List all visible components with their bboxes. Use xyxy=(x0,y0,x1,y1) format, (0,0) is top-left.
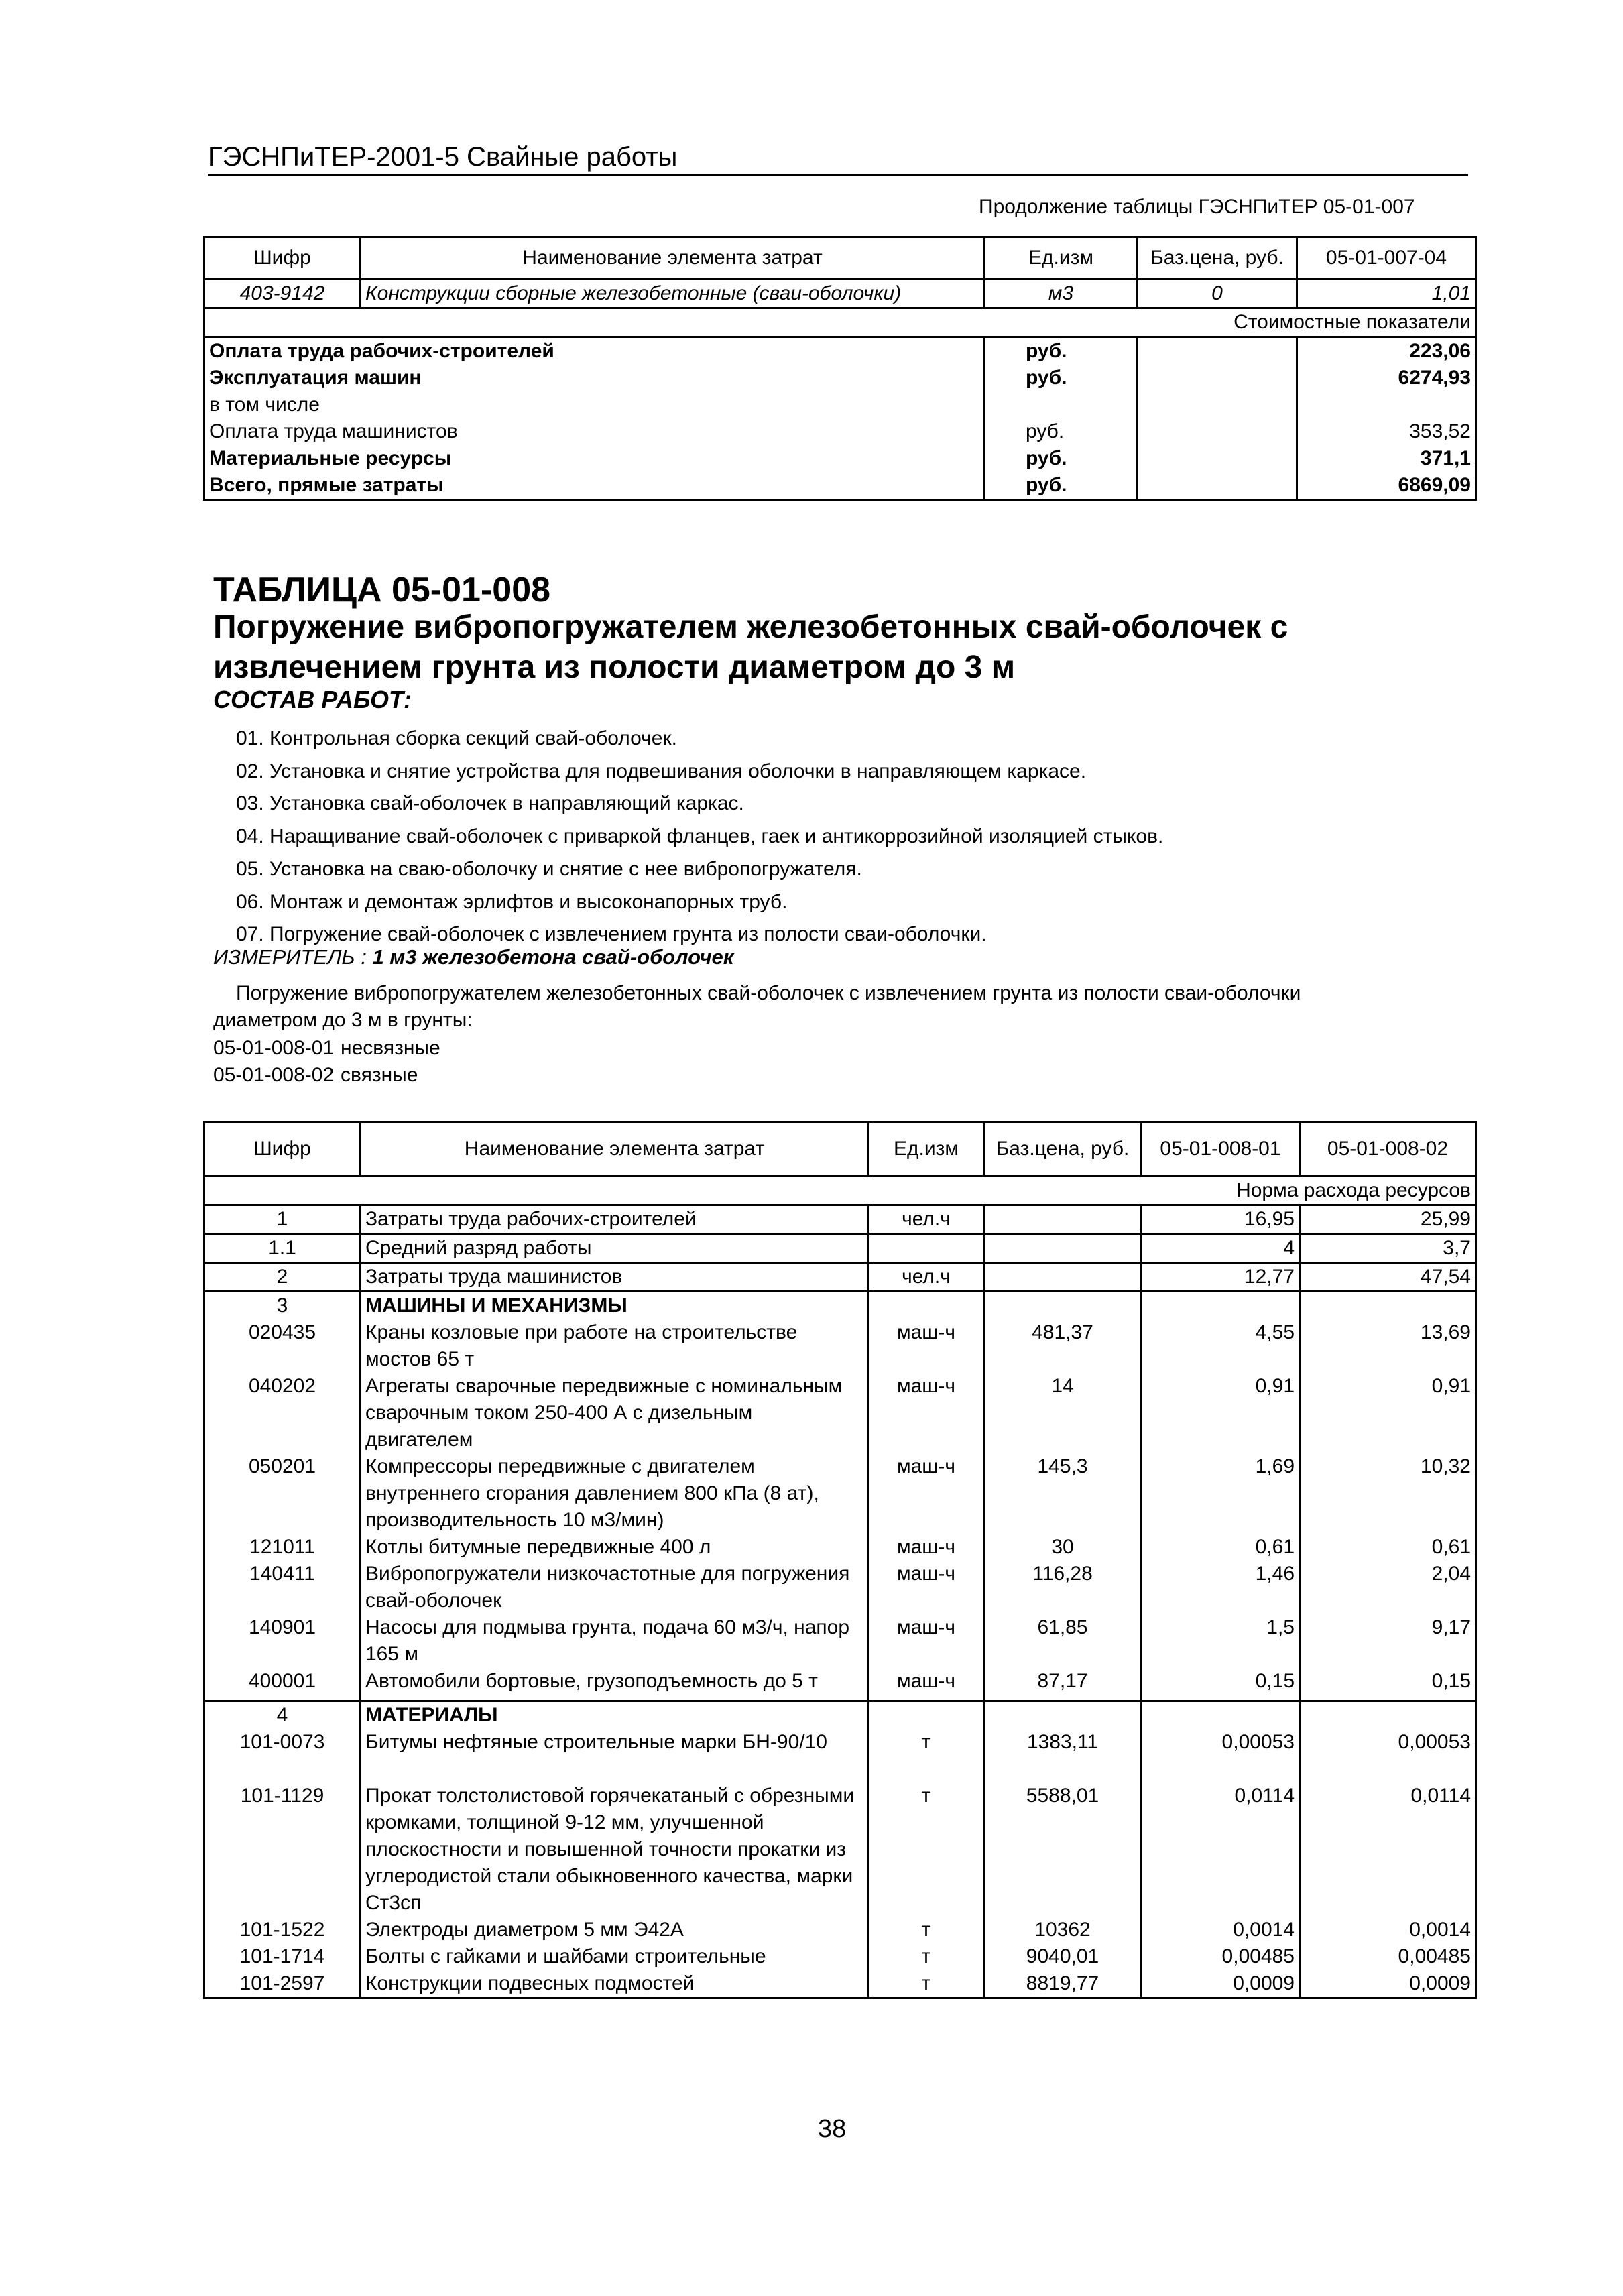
work-item: 02. Установка и снятие устройства для подвешивания оболочки в направляющем каркасе. xyxy=(236,760,1087,782)
prev-cost-row: Эксплуатация машин руб. 6274,93 xyxy=(204,365,1476,391)
main-table-header xyxy=(204,1122,1476,1176)
materials-section-row xyxy=(204,1701,1476,1730)
materials-label: МАТЕРИАЛЫ xyxy=(361,1701,869,1730)
prev-cost-row: Оплата труда машинистов руб. 353,52 xyxy=(204,418,1476,445)
continuation-caption: Продолжение таблицы ГЭСНПиТЕР 05-01-007 xyxy=(979,196,1415,218)
prev-col-code: Шифр xyxy=(204,237,361,280)
measurer xyxy=(213,945,734,969)
prev-resource-price: 0 xyxy=(1138,280,1297,308)
machine-row: 400001 Автомобили бортовые, грузоподъемность до 5 т маш-ч 87,17 0,15 0,15 xyxy=(204,1668,1476,1695)
code-label: несвязные xyxy=(341,1037,440,1059)
col-name: Наименование элемента затрат xyxy=(361,1122,869,1176)
prev-cost-row: Всего, прямые затраты руб. 6869,09 xyxy=(204,472,1476,500)
material-row: 101-1129 Прокат толстолистовой горячекатаный с обрезными кромками, толщиной 9-12 мм, улучшенной плоскостности и повышенной точности прокатки из углеродистой стали обыкновенного качества, марки Ст3сп т 5588,01 0,0114 0,0114 xyxy=(204,1783,1476,1917)
prev-section-label: Стоимостные показатели xyxy=(204,308,1476,337)
labor-row: 1 Затраты труда рабочих-строителей чел.ч 16,95 25,99 xyxy=(204,1205,1476,1234)
materials-code: 4 xyxy=(204,1701,361,1730)
col-price: Баз.цена, руб. xyxy=(984,1122,1142,1176)
machine-row: 121011 Котлы битумные передвижные 400 л маш-ч 30 0,61 0,61 xyxy=(204,1534,1476,1561)
description-text: Погружение вибропогружателем железобетонных свай-оболочек с извлечением грунта из полости сваи-оболочки диаметром до 3 м в грунты: xyxy=(213,982,1301,1031)
norm-label: Норма расхода ресурсов xyxy=(204,1176,1476,1205)
section-separator xyxy=(204,1695,1476,1701)
machines-code: 3 xyxy=(204,1292,361,1320)
works-list xyxy=(236,723,1163,951)
prev-col-price: Баз.цена, руб. xyxy=(1138,237,1297,280)
prev-table-header xyxy=(204,237,1476,280)
material-row: 101-1522 Электроды диаметром 5 мм Э42А т 10362 0,0014 0,0014 xyxy=(204,1917,1476,1943)
table-subtitle: Погружение вибропогружателем железобетонных свай-оболочек с извлечением грунта из полости диаметром до 3 м xyxy=(213,609,1288,685)
measurer-label: ИЗМЕРИТЕЛЬ : xyxy=(213,945,373,969)
work-item: 07. Погружение свай-оболочек с извлечением грунта из полости сваи-оболочки. xyxy=(236,923,987,946)
work-item: 01. Контрольная сборка секций свай-оболочек. xyxy=(236,727,677,749)
code-item xyxy=(213,1062,1406,1089)
table-title: ТАБЛИЦА 05-01-008 xyxy=(213,570,551,609)
machine-row: 140901 Насосы для подмыва грунта, подача 60 м3/ч, напор 165 м маш-ч 61,85 1,5 9,17 xyxy=(204,1614,1476,1668)
prev-resource-row xyxy=(204,280,1476,308)
prev-cost-row: Оплата труда рабочих-строителей руб. 223,06 xyxy=(204,337,1476,365)
code-list xyxy=(213,1035,1406,1089)
prev-cost-row: в том числе xyxy=(204,391,1476,418)
work-item: 04. Наращивание свай-оболочек с приваркой фланцев, гаек и антикоррозийной изоляцией стыков. xyxy=(236,825,1164,848)
material-row: 101-0073 Битумы нефтяные строительные марки БН-90/10 т 1383,11 0,00053 0,00053 xyxy=(204,1729,1476,1756)
material-row: 101-2597 Конструкции подвесных подмостей т 8819,77 0,0009 0,0009 xyxy=(204,1970,1476,1998)
prev-resource-name: Конструкции сборные железобетонные (сваи-оболочки) xyxy=(361,280,985,308)
main-table xyxy=(203,1121,1477,1999)
code-label: связные xyxy=(341,1064,418,1086)
prev-col-unit: Ед.изм xyxy=(985,237,1138,280)
col-v2: 05-01-008-02 xyxy=(1300,1122,1476,1176)
work-item: 03. Установка свай-оболочек в направляющий каркас. xyxy=(236,792,744,815)
page-number: 38 xyxy=(818,2115,847,2143)
norm-row xyxy=(204,1176,1476,1205)
machine-row: 040202 Агрегаты сварочные передвижные с номинальным сварочным током 250-400 А с дизельным двигателем маш-ч 14 0,91 0,91 xyxy=(204,1373,1476,1453)
machine-row: 050201 Компрессоры передвижные с двигателем внутреннего сгорания давлением 800 кПа (8 ат), производительность 10 м3/мин) маш-ч 145,3 1,69 10,32 xyxy=(204,1453,1476,1534)
work-item: 06. Монтаж и демонтаж эрлифтов и высоконапорных труб. xyxy=(236,890,788,913)
col-unit: Ед.изм xyxy=(869,1122,984,1176)
col-code: Шифр xyxy=(204,1122,361,1176)
works-heading: СОСТАВ РАБОТ: xyxy=(213,686,412,713)
machines-label: МАШИНЫ И МЕХАНИЗМЫ xyxy=(361,1292,869,1320)
machine-row: 020435 Краны козловые при работе на строительстве мостов 65 т маш-ч 481,37 4,55 13,69 xyxy=(204,1319,1476,1373)
work-item: 05. Установка на сваю-оболочку и снятие с нее вибропогружателя. xyxy=(236,857,862,880)
code-number: 05-01-008-02 xyxy=(213,1064,335,1086)
prev-section-row xyxy=(204,308,1476,337)
measurer-value: 1 м3 железобетона свай-оболочек xyxy=(372,945,734,969)
prev-resource-unit: м3 xyxy=(985,280,1138,308)
running-header: ГЭСНПиТЕР-2001-5 Свайные работы xyxy=(208,141,1468,176)
previous-table xyxy=(203,236,1477,501)
code-item xyxy=(213,1035,1406,1062)
material-row: 101-1714 Болты с гайками и шайбами строительные т 9040,01 0,00485 0,00485 xyxy=(204,1943,1476,1970)
prev-cost-row: Материальные ресурсы руб. 371,1 xyxy=(204,445,1476,472)
description-block xyxy=(213,980,1406,1089)
machines-section-row xyxy=(204,1292,1476,1320)
prev-resource-value: 1,01 xyxy=(1297,280,1476,308)
col-v1: 05-01-008-01 xyxy=(1142,1122,1300,1176)
labor-row: 2 Затраты труда машинистов чел.ч 12,77 47,54 xyxy=(204,1263,1476,1292)
machine-row: 140411 Вибропогружатели низкочастотные для погружения свай-оболочек маш-ч 116,28 1,46 2,04 xyxy=(204,1561,1476,1614)
prev-col-value: 05-01-007-04 xyxy=(1297,237,1476,280)
code-number: 05-01-008-01 xyxy=(213,1037,335,1059)
prev-col-name: Наименование элемента затрат xyxy=(361,237,985,280)
labor-row: 1.1 Средний разряд работы 4 3,7 xyxy=(204,1234,1476,1263)
prev-resource-code: 403-9142 xyxy=(204,280,361,308)
